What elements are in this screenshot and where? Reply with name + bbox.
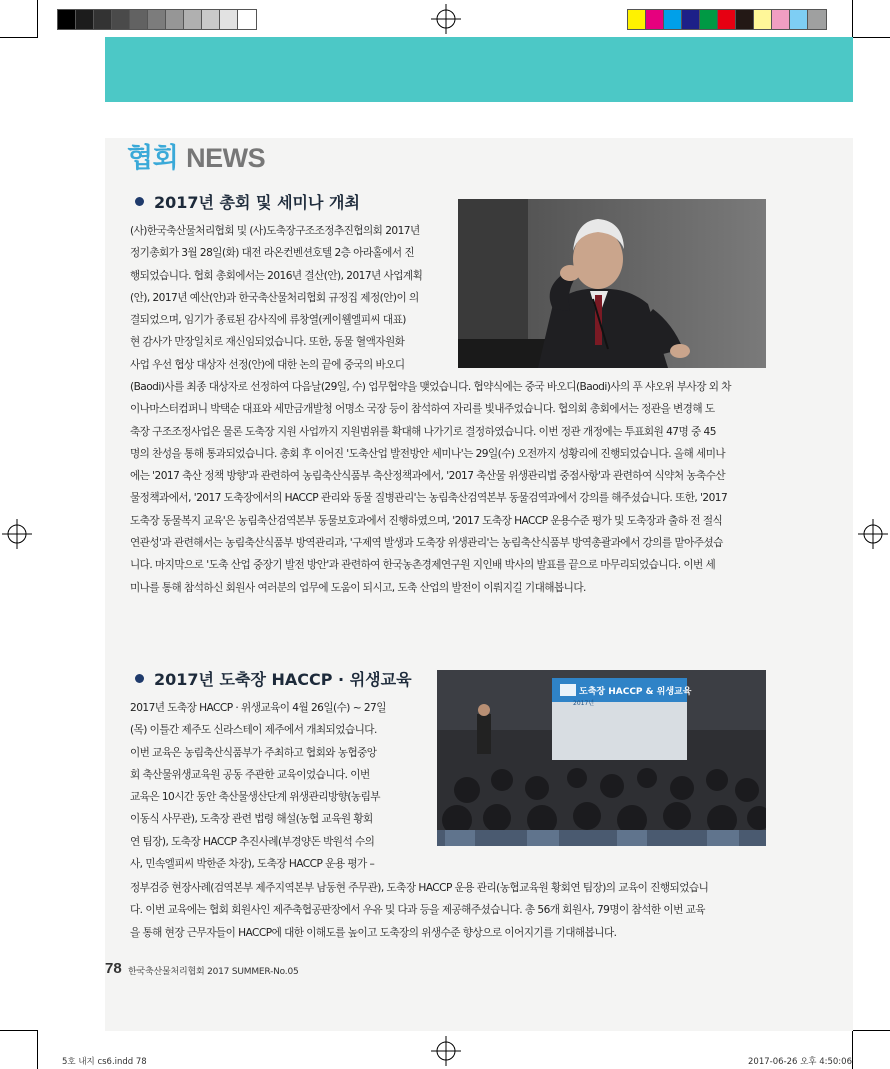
banner-title: 도축장 HACCP & 위생교육 bbox=[579, 687, 692, 697]
text-line: 이번 교육은 농림축산식품부가 주최하고 협회와 농협중앙 bbox=[130, 746, 377, 759]
speaker-photo bbox=[458, 199, 766, 368]
text-line: 회 축산물위생교육원 공동 주관한 교육이었습니다. 이번 bbox=[130, 768, 370, 781]
page-number: 78 bbox=[105, 960, 122, 977]
text-line: 연관성'과 관련해서는 농림축산식품부 방역관리과, '구제역 발생과 도축장 위생관리'는 농림축산식품부 방역총괄과에서 강의를 맡아주셨습 bbox=[130, 537, 723, 550]
color-swatch bbox=[772, 10, 790, 29]
color-swatch bbox=[808, 10, 826, 29]
color-swatch bbox=[76, 10, 94, 29]
color-swatch bbox=[718, 10, 736, 29]
color-swatch bbox=[112, 10, 130, 29]
text-line: 2017년 도축장 HACCP · 위생교육이 4월 26일(수) ~ 27일 bbox=[130, 702, 386, 714]
text-line: 이나마스터컴퍼니 박택순 대표와 세만금개발청 어명소 국장 등이 참석하여 자리를 빛내주었습니다. 협의회 총회에서는 정관을 변경해 도 bbox=[130, 403, 715, 416]
color-swatch bbox=[184, 10, 202, 29]
color-swatch bbox=[628, 10, 646, 29]
color-swatch bbox=[202, 10, 220, 29]
registration-mark-icon bbox=[431, 4, 461, 34]
text-line: 사업 우선 협상 대상자 선정(안)에 대한 논의 끝에 중국의 바오디 bbox=[130, 358, 405, 371]
color-swatch bbox=[646, 10, 664, 29]
text-line: (사)한국축산물처리협회 및 (사)도축장구조조정추진협의회 2017년 bbox=[130, 225, 420, 237]
color-swatch bbox=[148, 10, 166, 29]
text-line: 에는 '2017 축산 정책 방향'과 관련하여 농림축산식품부 축산정책과에서, '2017 축산물 위생관리법 중점사항'과 관련하여 식약처 농축수산 bbox=[130, 470, 726, 483]
footer-publication: 한국축산물처리협회 2017 SUMMER-No.05 bbox=[128, 967, 299, 977]
section2-title-text: 2017년 도축장 HACCP · 위생교육 bbox=[154, 670, 412, 689]
grayscale-color-bar bbox=[57, 9, 257, 30]
cmyk-color-bar bbox=[627, 9, 827, 30]
seminar-photo bbox=[437, 670, 766, 846]
text-line: 명의 찬성을 통해 통과되었습니다. 총회 후 이어진 '도축산업 발전방안 세미나'는 29일(수) 오전까지 성황리에 진행되었습니다. 올해 세미나 bbox=[130, 447, 726, 460]
text-line: 행되었습니다. 협회 총회에서는 2016년 결산(안), 2017년 사업계획 bbox=[130, 269, 423, 282]
text-line: 물정책과에서, '2017 도축장에서의 HACCP 관리와 동물 질병관리'는 농림축산검역본부 동물검역과에서 강의를 해주셨습니다. 또한, '2017 bbox=[130, 492, 728, 505]
text-line: 이동식 사무관), 도축장 관련 법령 해설(농협 교육원 황회 bbox=[130, 813, 373, 826]
text-line: 을 통해 현장 근무자들이 HACCP에 대한 이해도를 높이고 도축장의 위생수준 향상으로 이어지기를 기대해봅니다. bbox=[130, 926, 617, 939]
print-slug-file: 5호 내지 cs6.indd 78 bbox=[62, 1057, 147, 1067]
color-swatch bbox=[682, 10, 700, 29]
text-line: 축장 구조조정사업은 물론 도축장 지원 사업까지 지원범위를 확대해 나가기로 결정하였습니다. 이번 정관 개정에는 투표회원 47명 중 45 bbox=[130, 425, 716, 438]
text-line: 정기총회가 3월 28일(화) 대전 라온컨벤션호텔 2층 아라홀에서 진 bbox=[130, 247, 415, 260]
page-title-part1: 협회 bbox=[127, 143, 179, 173]
section1-body-full bbox=[130, 376, 772, 599]
section2-body-top bbox=[130, 697, 430, 875]
bullet-icon bbox=[135, 197, 144, 206]
bullet-icon bbox=[135, 674, 144, 683]
registration-mark-icon bbox=[858, 519, 888, 549]
print-slug-timestamp: 2017-06-26 오후 4:50:06 bbox=[748, 1057, 852, 1067]
text-line: 니다. 마지막으로 '도축 산업 중장기 발전 방안'과 관련하여 한국농촌경제연구원 지인배 박사의 발표를 끝으로 마무리되었습니다. 이번 세 bbox=[130, 559, 716, 572]
registration-mark-icon bbox=[2, 519, 32, 549]
text-line: 미나를 통해 참석하신 회원사 여러분의 업무에 도움이 되시고, 도축 산업의 발전이 이뤄지길 기대해봅니다. bbox=[130, 581, 586, 594]
text-line: (Baodi)사를 최종 대상자로 선정하여 다음날(29일, 수) 업무협약을 맺었습니다. 협약식에는 중국 바오디(Baodi)사의 푸 샤오위 부사장 외 차 bbox=[130, 381, 731, 393]
banner-prefix: 2017년 bbox=[573, 700, 595, 707]
color-swatch bbox=[754, 10, 772, 29]
color-swatch bbox=[736, 10, 754, 29]
text-line: 정부검증 현장사례(검역본부 제주지역본부 남동현 주무관), 도축장 HACCP 운용 관리(농협교육원 황회연 팀장)의 교육이 진행되었습니 bbox=[130, 882, 709, 894]
section2-title bbox=[135, 667, 412, 693]
page-title bbox=[127, 140, 265, 176]
text-line: (목) 이틀간 제주도 신라스테이 제주에서 개최되었습니다. bbox=[130, 724, 377, 737]
text-line: 현 감사가 만장일치로 재신임되었습니다. 또한, 동물 혈액자원화 bbox=[130, 336, 405, 349]
text-line: (안), 2017년 예산(안)과 한국축산물처리협회 규정집 제정(안)이 의 bbox=[130, 291, 419, 304]
text-line: 연 팀장), 도축장 HACCP 추진사례(부경양돈 박원석 수의 bbox=[130, 835, 375, 848]
section1-body-top bbox=[130, 220, 448, 376]
registration-mark-icon bbox=[431, 1036, 461, 1066]
section1-title bbox=[135, 190, 360, 216]
color-swatch bbox=[94, 10, 112, 29]
color-swatch bbox=[664, 10, 682, 29]
color-swatch bbox=[238, 10, 256, 29]
color-swatch bbox=[700, 10, 718, 29]
text-line: 결되었으며, 임기가 종료된 감사직에 류창열(케이웰엘피씨 대표) bbox=[130, 314, 406, 327]
color-swatch bbox=[790, 10, 808, 29]
text-line: 교육은 10시간 동안 축산물생산단계 위생관리방향(농림부 bbox=[130, 791, 380, 804]
color-swatch bbox=[58, 10, 76, 29]
color-swatch bbox=[130, 10, 148, 29]
section2-body-full bbox=[130, 877, 772, 944]
section1-title-text: 2017년 총회 및 세미나 개최 bbox=[154, 193, 360, 212]
color-swatch bbox=[220, 10, 238, 29]
text-line: 도축장 동물복지 교육'은 농림축산검역본부 동물보호과에서 진행하였으며, '2017 도축장 HACCP 운용수준 평가 및 도축장과 출하 전 절식 bbox=[130, 514, 723, 527]
color-swatch bbox=[166, 10, 184, 29]
page-title-part2: NEWS bbox=[186, 143, 266, 173]
text-line: 사, 민속엘피씨 박한준 차장), 도축장 HACCP 운용 평가 – bbox=[130, 858, 375, 871]
header-color-band bbox=[105, 37, 853, 102]
text-line: 다. 이번 교육에는 협회 회원사인 제주축협공판장에서 우유 및 다과 등을 제공해주셨습니다. 총 56개 회원사, 79명이 참석한 이번 교육 bbox=[130, 904, 705, 917]
